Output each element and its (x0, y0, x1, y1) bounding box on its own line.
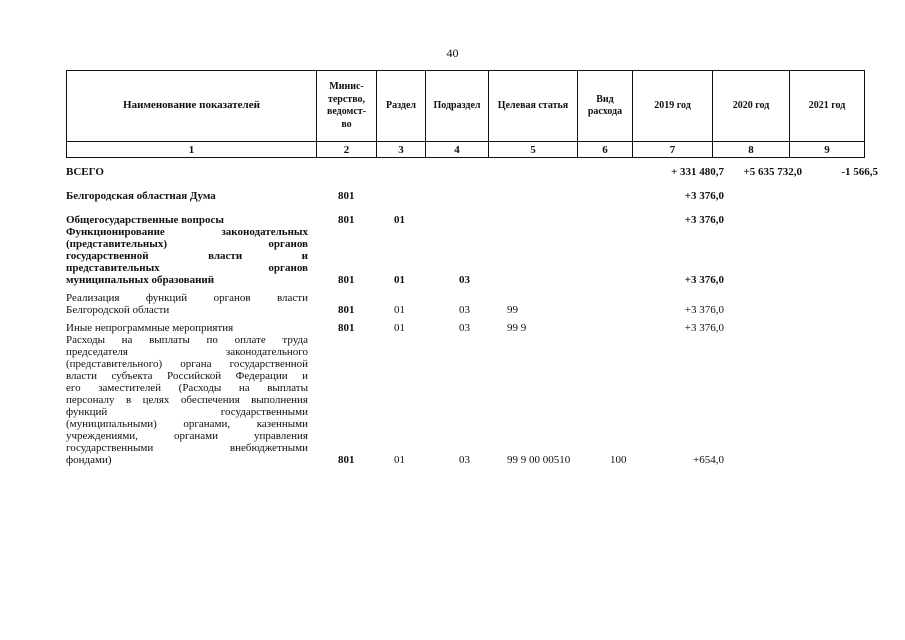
row-name (66, 292, 308, 316)
row-name (66, 214, 308, 226)
row-name-line: государственной власти и (66, 250, 308, 262)
column-number: 4 (426, 142, 489, 158)
table-row (66, 190, 886, 202)
cell-y2019: +3 376,0 (684, 274, 724, 286)
row-name-line: ВСЕГО (66, 166, 104, 178)
row-name-line: (представительного) органа государственной (66, 358, 308, 370)
cell-section: 01 (394, 274, 405, 286)
row-name-line: учреждениями, органами управления (66, 430, 308, 442)
cell-ministry: 801 (338, 322, 355, 334)
row-name-line: Белгородской области (66, 304, 170, 316)
column-number: 2 (317, 142, 377, 158)
row-name-line: фондами) (66, 454, 112, 466)
cell-y2021: -1 566,5 (841, 166, 878, 178)
header-section: Раздел (377, 71, 426, 142)
row-name-line: персоналу в целях обеспечения выполнения (66, 394, 308, 406)
row-spacer (66, 178, 886, 190)
cell-subsection: 03 (459, 304, 470, 316)
column-number: 1 (67, 142, 317, 158)
header-expense: Вид расхода (578, 71, 633, 142)
cell-y2019: +654,0 (693, 454, 724, 466)
header-2021: 2021 год (790, 71, 865, 142)
row-name-line: государственными внебюджетными (66, 442, 308, 454)
row-name-line: Реализация функций органов власти (66, 292, 308, 304)
cell-target: 99 9 (507, 322, 527, 334)
row-name (66, 190, 308, 202)
cell-y2020: +5 635 732,0 (743, 166, 802, 178)
cell-ministry: 801 (338, 274, 355, 286)
row-name-line: его заместителей (Расходы на выплаты (66, 382, 308, 394)
row-name (66, 226, 308, 286)
cell-y2019: + 331 480,7 (670, 166, 724, 178)
cell-ministry: 801 (338, 214, 355, 226)
header-2020: 2020 год (713, 71, 790, 142)
row-name-line: Иные непрограммные мероприятия (66, 322, 234, 334)
header-2019: 2019 год (633, 71, 713, 142)
row-name-line: (представительных) органов (66, 238, 308, 250)
cell-y2019: +3 376,0 (684, 304, 724, 316)
page-number: 40 (446, 46, 459, 60)
table-row (66, 334, 886, 466)
cell-section: 01 (394, 214, 405, 226)
cell-subsection: 03 (459, 274, 470, 286)
row-name (66, 166, 308, 178)
table-row (66, 214, 886, 226)
row-name-line: власти субъекта Российской Федерации и (66, 370, 308, 382)
table-row (66, 166, 886, 178)
table-body (66, 166, 886, 466)
table-row (66, 226, 886, 286)
row-name-line: функций государственными (66, 406, 308, 418)
row-name (66, 334, 308, 466)
row-name-line: муниципальных образований (66, 274, 215, 286)
row-name-line: председателя законодательного (66, 346, 308, 358)
header-name: Наименование показателей (67, 71, 317, 142)
row-name (66, 322, 308, 334)
cell-target: 99 (507, 304, 518, 316)
header-ministry: Минис- терство, ведомст- во (317, 71, 377, 142)
cell-target: 99 9 00 00510 (507, 454, 571, 466)
column-number: 8 (713, 142, 790, 158)
row-spacer (66, 202, 886, 214)
column-number: 5 (489, 142, 578, 158)
cell-ministry: 801 (338, 454, 355, 466)
row-name-line: представительных органов (66, 262, 308, 274)
cell-section: 01 (394, 304, 405, 316)
cell-subsection: 03 (459, 322, 470, 334)
column-number: 6 (578, 142, 633, 158)
row-name-line: Белгородская областная Дума (66, 190, 216, 202)
cell-y2019: +3 376,0 (684, 214, 724, 226)
row-name-line: Функционирование законодательных (66, 226, 308, 238)
header-target: Целевая статья (489, 71, 578, 142)
table-header (66, 70, 865, 158)
row-name-line: Общегосударственные вопросы (66, 214, 224, 226)
header-subsection: Подраздел (426, 71, 489, 142)
cell-section: 01 (394, 322, 405, 334)
row-name-line: Расходы на выплаты по оплате труда (66, 334, 308, 346)
cell-y2019: +3 376,0 (684, 322, 724, 334)
cell-ministry: 801 (338, 304, 355, 316)
cell-expense: 100 (610, 454, 627, 466)
cell-ministry: 801 (338, 190, 355, 202)
column-number: 7 (633, 142, 713, 158)
column-number: 3 (377, 142, 426, 158)
table-row (66, 322, 886, 334)
table-row (66, 292, 886, 316)
cell-section: 01 (394, 454, 405, 466)
row-name-line: (муниципальными) органами, казенными (66, 418, 308, 430)
column-number: 9 (790, 142, 865, 158)
cell-subsection: 03 (459, 454, 470, 466)
cell-y2019: +3 376,0 (684, 190, 724, 202)
